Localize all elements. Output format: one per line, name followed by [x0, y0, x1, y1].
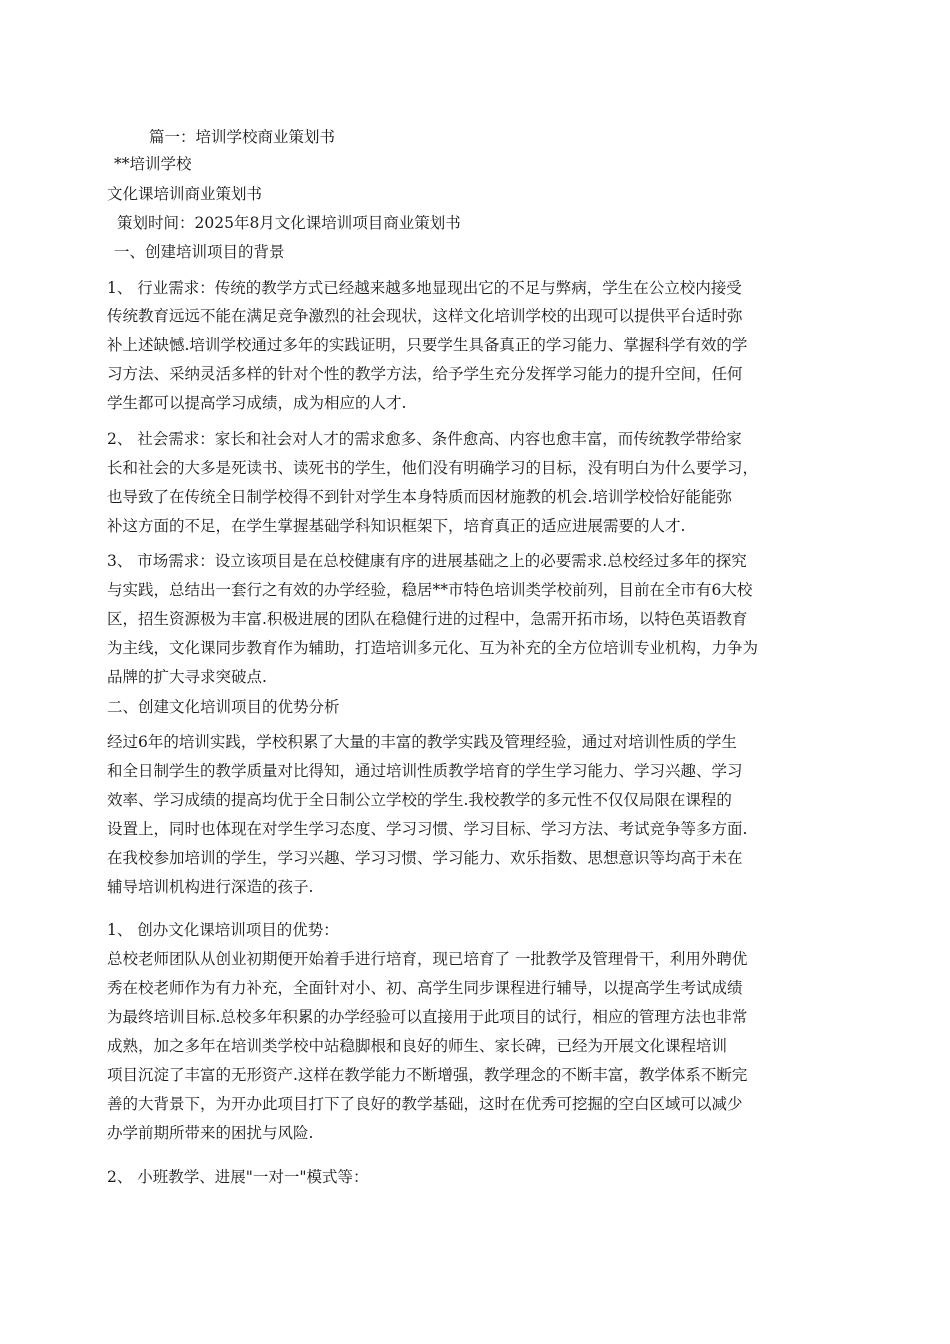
- paragraph-line: 和全日制学生的教学质量对比得知，通过培训性质教学培育的学生学习能力、学习兴趣、学习: [107, 762, 743, 780]
- paragraph-line: 区，招生资源极为丰富.积极进展的团队在稳健行进的过程中，急需开拓市场，以特色英语教育: [107, 610, 748, 628]
- subheading-advantage-1: 1、 创办文化课培训项目的优势：: [107, 921, 339, 939]
- paragraph-line: 在我校参加培训的学生，学习兴趣、学习习惯、学习能力、欢乐指数、思想意识等均高于未在: [107, 849, 743, 867]
- paragraph-line: 善的大背景下，为开办此项目打下了良好的教学基础，这时在优秀可挖掘的空白区域可以减少: [107, 1095, 743, 1113]
- paragraph-line: 辅导培训机构进行深造的孩子.: [107, 878, 314, 896]
- paragraph-line: 3、 市场需求：设立该项目是在总校健康有序的进展基础之上的必要需求.总校经过多年的探究: [107, 552, 747, 570]
- plan-date: 策划时间：2025年8月文化课培训项目商业策划书: [117, 214, 461, 232]
- paragraph-line: 项目沉淀了丰富的无形资产.这样在教学能力不断增强，教学理念的不断丰富，教学体系不断完: [107, 1066, 748, 1084]
- paragraph-line: 秀在校老师作为有力补充，全面针对小、初、高学生同步课程进行辅导，以提高学生考试成绩: [107, 979, 743, 997]
- paragraph-line: 传统教育远远不能在满足竞争激烈的社会现状，这样文化培训学校的出现可以提供平台适时弥: [107, 307, 743, 325]
- paragraph-line: 与实践，总结出一套行之有效的办学经验，稳居**市特色培训类学校前列，目前在全市有6大校: [107, 581, 753, 599]
- paragraph-line: 补这方面的不足，在学生掌握基础学科知识框架下，培育真正的适应进展需要的人才.: [107, 517, 686, 535]
- document-title: 文化课培训商业策划书: [107, 185, 263, 203]
- paragraph-line: 学生都可以提高学习成绩，成为相应的人才.: [107, 394, 407, 412]
- paragraph-line: 总校老师团队从创业初期便开始着手进行培育，现已培育了 一批教学及管理骨干，利用外聘优: [107, 950, 748, 968]
- heading-background: 一、创建培训项目的背景: [114, 243, 285, 261]
- paragraph-line: 1、 行业需求：传统的教学方式已经越来越多地显现出它的不足与弊病，学生在公立校内接受: [107, 279, 742, 297]
- paragraph-line: 习方法、采纳灵活多样的针对个性的教学方法，给予学生充分发挥学习能力的提升空间，任何: [107, 365, 743, 383]
- paragraph-line: 办学前期所带来的困扰与风险.: [107, 1124, 314, 1142]
- paragraph-line: 经过6年的培训实践，学校积累了大量的丰富的教学实践及管理经验，通过对培训性质的学生: [107, 733, 737, 751]
- paragraph-line: 补上述缺憾.培训学校通过多年的实践证明，只要学生具备真正的学习能力、掌握科学有效的学: [107, 336, 748, 354]
- paragraph-line: 成熟，加之多年在培训类学校中站稳脚根和良好的师生、家长碑，已经为开展文化课程培训: [107, 1037, 728, 1055]
- section-title: 篇一：培训学校商业策划书: [149, 128, 336, 146]
- subheading-advantage-2: 2、 小班教学、进展"一对一"模式等：: [107, 1168, 369, 1186]
- paragraph-line: 2、 社会需求：家长和社会对人才的需求愈多、条件愈高、内容也愈丰富，而传统教学带给家: [107, 430, 742, 448]
- paragraph-line: 为最终培训目标.总校多年积累的办学经验可以直接用于此项目的试行，相应的管理方法也非常: [107, 1008, 748, 1026]
- paragraph-line: 设置上，同时也体现在对学生学习态度、学习习惯、学习目标、学习方法、考试竞争等多方面.: [107, 820, 748, 838]
- paragraph-line: 为主线，文化课同步教育作为辅助，打造培训多元化、互为补充的全方位培训专业机构，力争为: [107, 639, 759, 657]
- paragraph-line: 长和社会的大多是死读书、读死书的学生，他们没有明确学习的目标，没有明白为什么要学习，: [107, 459, 759, 477]
- school-name: **培训学校: [114, 155, 192, 173]
- paragraph-line: 效率、学习成绩的提高均优于全日制公立学校的学生.我校教学的多元性不仅仅局限在课程的: [107, 791, 732, 809]
- paragraph-line: 也导致了在传统全日制学校得不到针对学生本身特质而因材施教的机会.培训学校恰好能能弥: [107, 488, 732, 506]
- paragraph-line: 品牌的扩大寻求突破点.: [107, 668, 267, 686]
- heading-advantages: 二、创建文化培训项目的优势分析: [107, 698, 340, 716]
